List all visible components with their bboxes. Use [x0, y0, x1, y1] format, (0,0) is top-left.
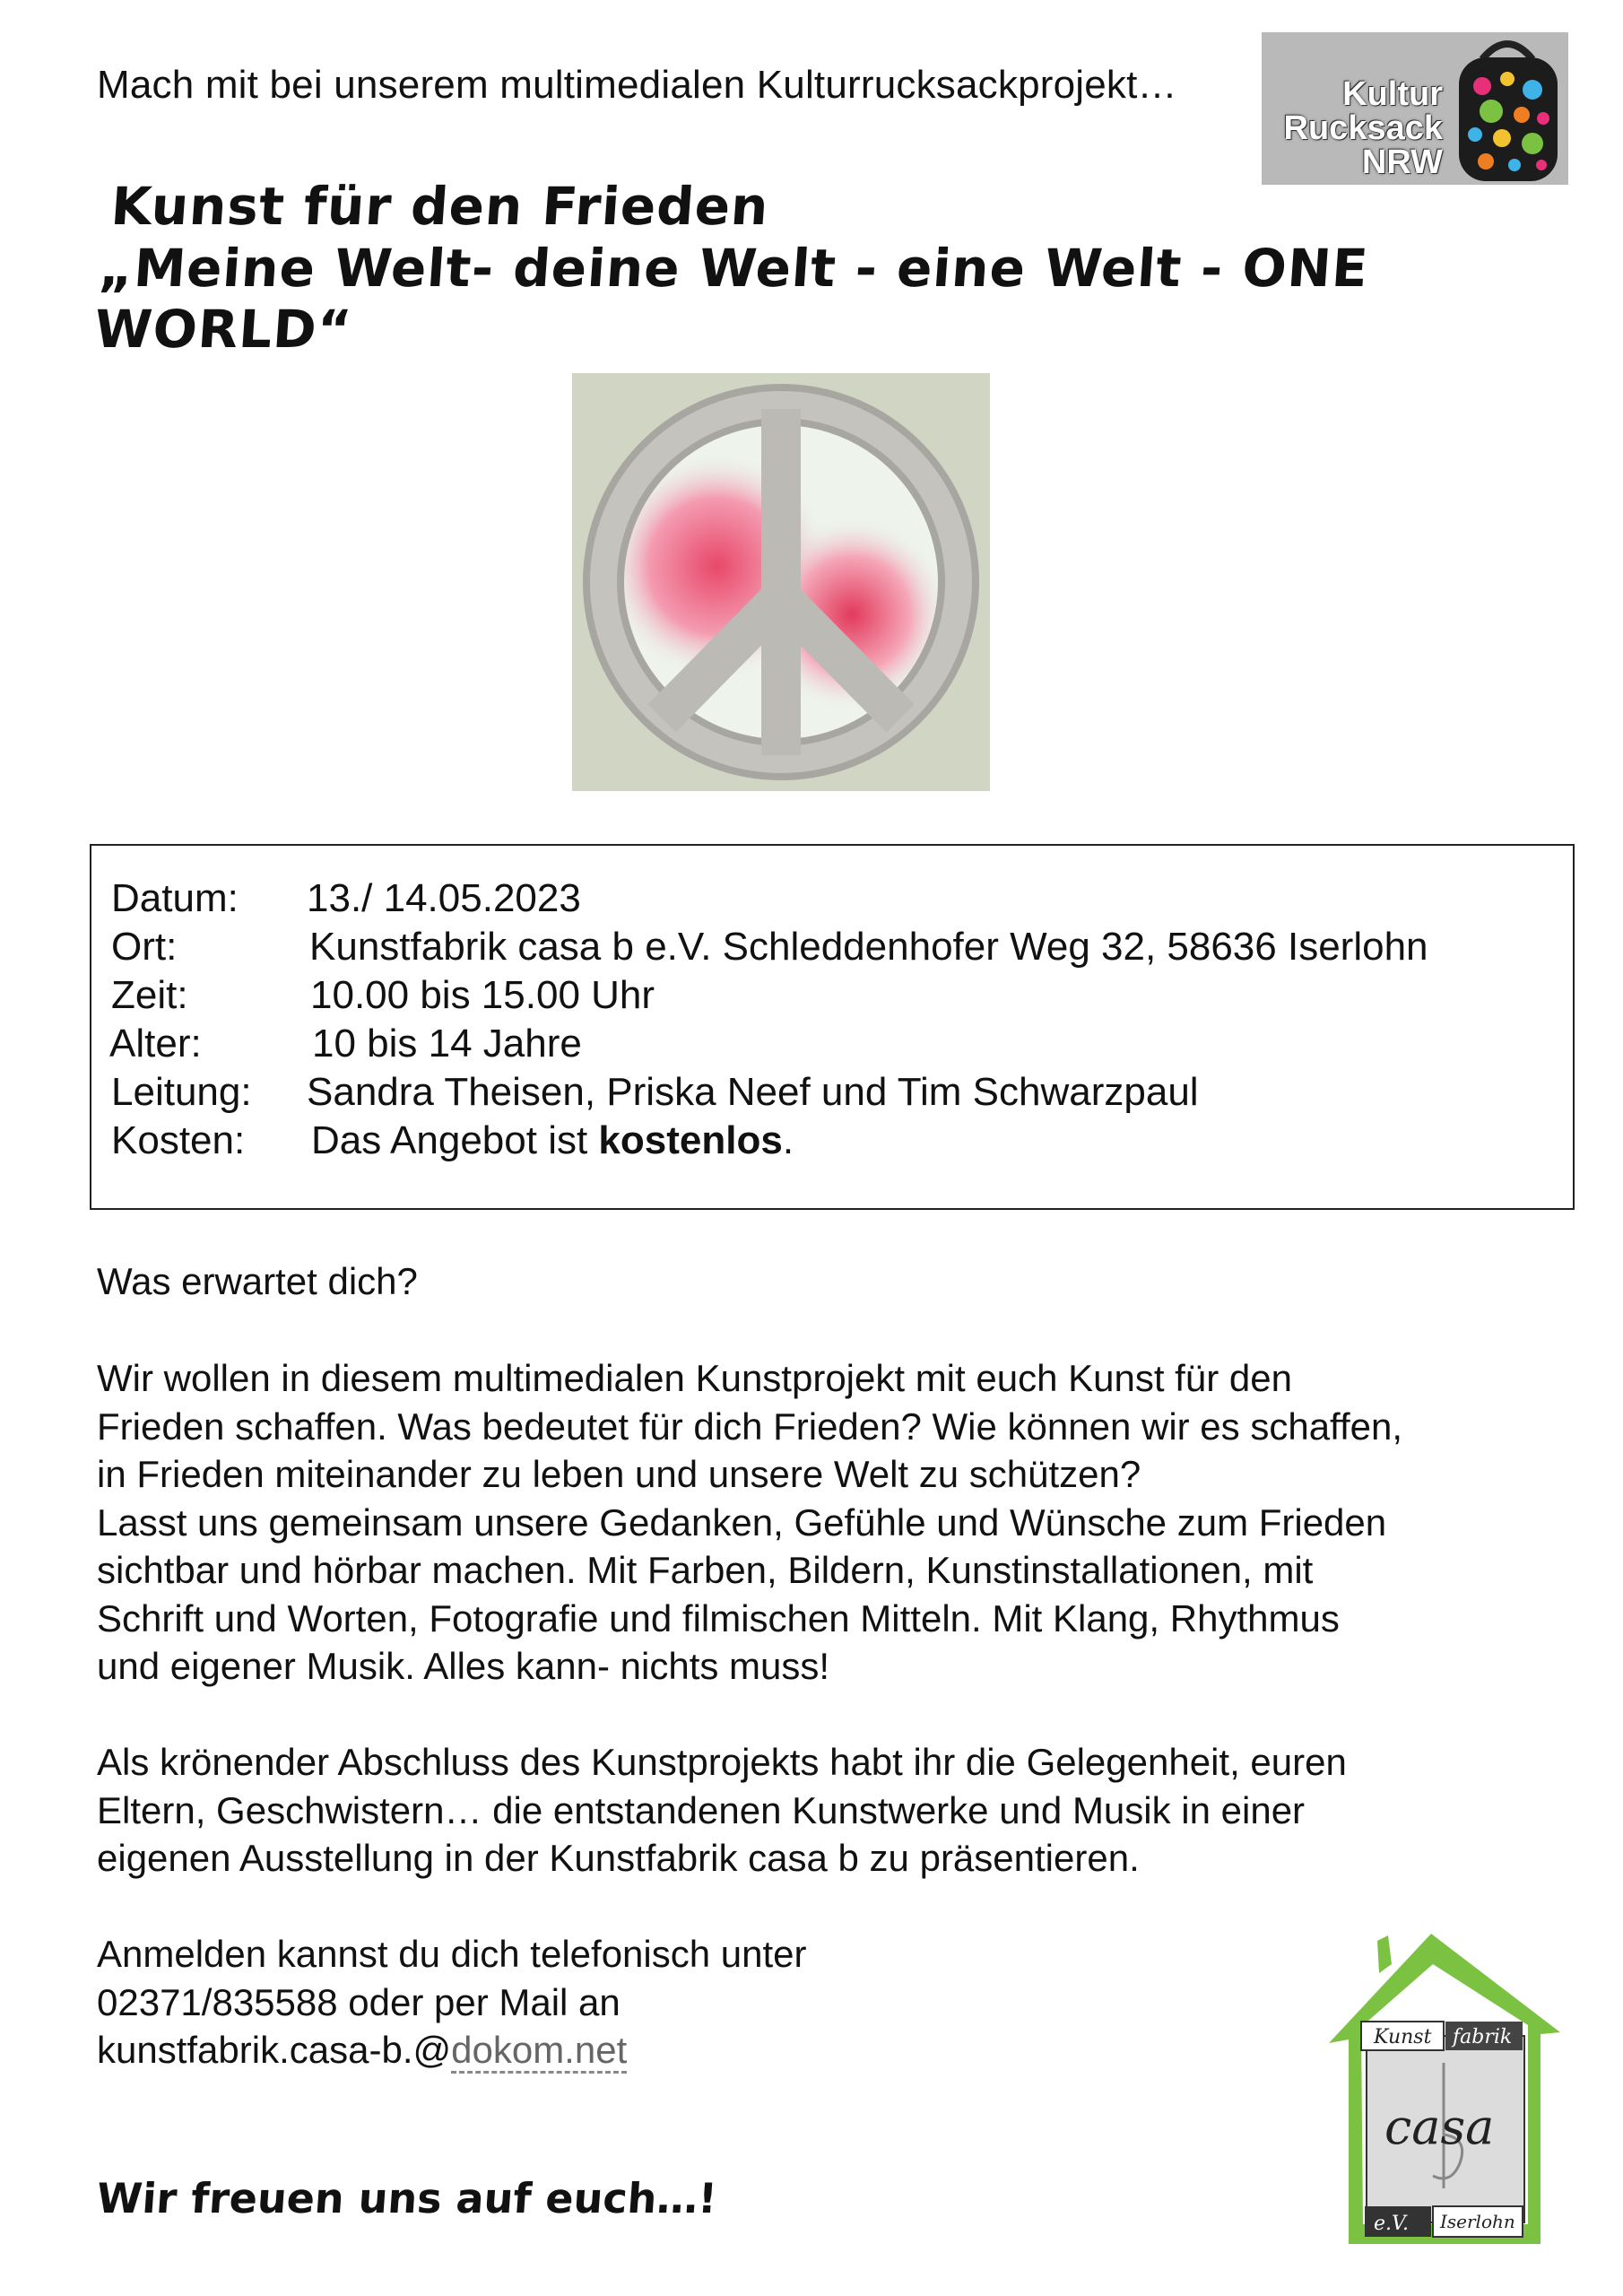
kulturrucksack-logo-text: Kultur Rucksack NRW — [1283, 75, 1443, 181]
description-paragraph-1: Wir wollen in diesem multimedialen Kunstprojekt mit euch Kunst für den Frieden schaffen. Was bedeutet für dich Frieden? Wie können wir es schaffen, in Frieden miteinander zu leben und unsere Welt zu schützen? Lasst uns gemeinsam unsere Gedanken, Gefühle und Wünsche zum Frieden sichtbar und hörbar machen. Mit Farben, Bildern, Kunstinstallationen, mit Schrift und Worten, Fotografie und filmischen Mitteln. Mit Klang, Rhythmus und eigener Musik. Alles kann- nichts muss! — [97, 1357, 1403, 1687]
intro-text: Mach mit bei unserem multimedialen Kulturrucksackprojekt… — [97, 63, 1177, 107]
peace-sign-image — [572, 373, 990, 791]
closing-text: Wir freuen uns auf euch…! — [95, 2174, 719, 2222]
email-address[interactable]: kunstfabrik.casa-b.@dokom.net — [97, 2026, 1263, 2074]
casa-logo-top-right: fabrik — [1453, 2026, 1513, 2048]
question-heading: Was erwartet dich? — [97, 1260, 418, 1302]
contact-paragraph: Anmelden kannst du dich telefonisch unter 02371/835588 oder per Mail an kunstfabrik.casa-b.@dokom.net — [97, 1930, 1263, 2074]
email-link[interactable]: dokom.net — [451, 2029, 627, 2074]
page-title: Kunst für den Frieden — [108, 176, 771, 237]
casa-logo-center: casa — [1384, 2099, 1495, 2155]
event-info-box: Datum: 13./ 14.05.2023 Ort: Kunstfabrik casa b e.V. Schleddenhofer Weg 32, 58636 Iserlohn Zeit: 10.00 bis 15.00 Uhr Alter: 10 bis 14 Jahre Leitung: Sandra Theisen, Priska Neef und Tim Schwarzpaul Kosten: Das Angebot ist kostenlos. — [90, 844, 1575, 1210]
casa-b-logo — [1325, 1928, 1564, 2247]
casa-house-icon — [1325, 1928, 1564, 2247]
description-paragraph-2: Als krönender Abschluss des Kunstprojekts habt ihr die Gelegenheit, euren Eltern, Geschwistern… die entstandenen Kunstwerke und Musik in einer eigenen Ausstellung in der Kunstfabrik casa b zu präsentieren. — [97, 1741, 1347, 1879]
phone-number: 02371/835588 oder per Mail an — [97, 1980, 621, 2023]
backpack-icon — [1446, 32, 1568, 185]
kulturrucksack-logo — [1262, 32, 1568, 185]
casa-logo-top-left: Kunst — [1374, 2026, 1432, 2048]
casa-logo-bottom-left: e.V. — [1374, 2213, 1410, 2235]
page-subtitle: „Meine Welt- deine Welt - eine Welt - ONE WORLD“ — [92, 238, 1371, 360]
cost-highlight: kostenlos — [598, 1118, 783, 1162]
casa-logo-bottom-right: Iserlohn — [1440, 2211, 1515, 2232]
